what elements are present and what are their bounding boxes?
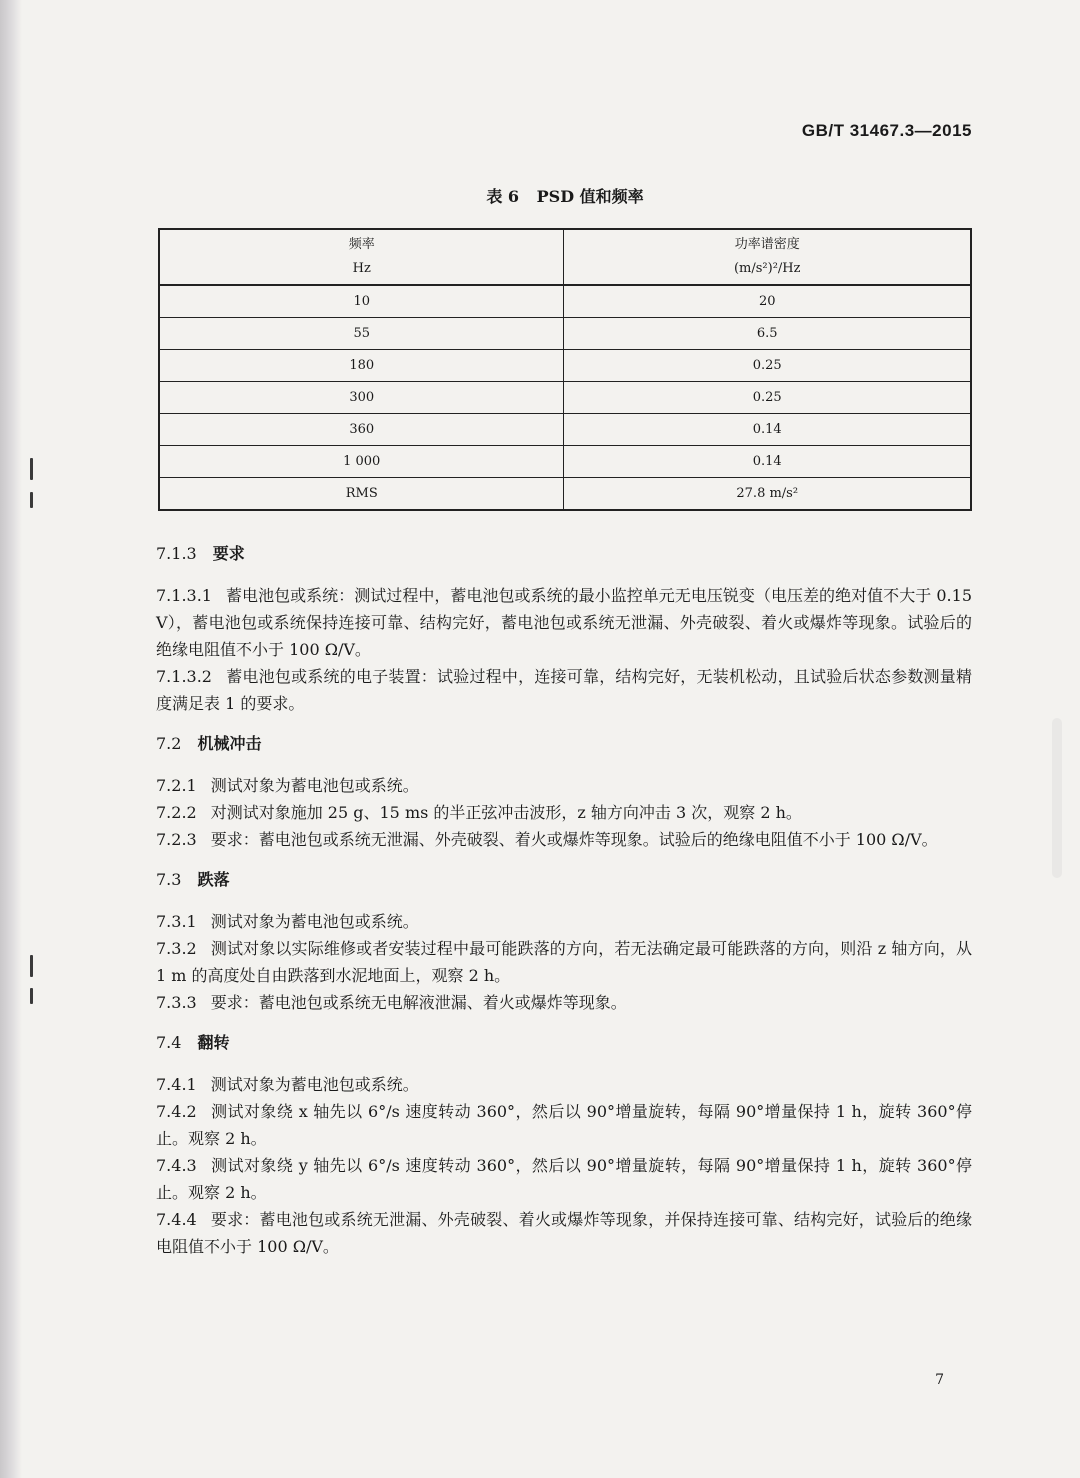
- clause-text: 测试对象为蓄电池包或系统。: [210, 776, 419, 795]
- clause-number: 7.4.4: [156, 1210, 197, 1229]
- spacer: [156, 1016, 972, 1029]
- clause-text: 蓄电池包或系统：测试过程中，蓄电池包或系统的最小监控单元无电压锐变（电压差的绝对值不大于 0.15 V），蓄电池包或系统保持连接可靠、结构完好，蓄电池包或系统无泄漏、外壳破裂、着火或爆炸等现象。试验后的绝缘电阻值不小于 100 Ω/V。: [156, 586, 972, 659]
- clause-7-4-4: [156, 1206, 972, 1260]
- cell-psd: 20: [564, 285, 971, 318]
- section-title: 机械冲击: [197, 734, 262, 753]
- clause-7-3-1: [156, 908, 972, 935]
- section-number: 7.4: [156, 1033, 182, 1052]
- psd-table: [158, 228, 972, 511]
- section-number: 7.1.3: [156, 544, 197, 563]
- clause-number: 7.2.2: [156, 803, 197, 822]
- section-number: 7.3: [156, 870, 182, 889]
- header-psd: [564, 229, 971, 285]
- clause-7-3-3: [156, 989, 972, 1016]
- header-frequency-name: 频率: [348, 237, 375, 252]
- clause-number: 7.3.2: [156, 939, 197, 958]
- table-row: [159, 318, 971, 350]
- header-psd-unit: (m/s²)²/Hz: [733, 261, 801, 276]
- table-row: [159, 350, 971, 382]
- header-frequency-unit: Hz: [352, 261, 371, 276]
- cell-psd: 6.5: [564, 318, 971, 350]
- section-heading-7-3: [156, 866, 972, 893]
- cell-psd: 0.14: [564, 414, 971, 446]
- clause-7-2-1: [156, 772, 972, 799]
- cell-psd: 0.14: [564, 446, 971, 478]
- section-title: 翻转: [197, 1033, 230, 1052]
- cell-frequency: 55: [159, 318, 564, 350]
- section-title: 要求: [212, 544, 245, 563]
- table-row: [159, 446, 971, 478]
- cell-frequency: RMS: [159, 478, 564, 511]
- clause-number: 7.3.1: [156, 912, 197, 931]
- binding-mark: [30, 988, 33, 1004]
- clause-text: 测试对象为蓄电池包或系统。: [210, 1075, 419, 1094]
- clause-7-4-1: [156, 1071, 972, 1098]
- cell-frequency: 300: [159, 382, 564, 414]
- spacer: [156, 717, 972, 730]
- cell-psd: 0.25: [564, 350, 971, 382]
- clause-text: 蓄电池包或系统的电子装置：试验过程中，连接可靠，结构完好，无装机松动，且试验后状态参数测量精度满足表 1 的要求。: [156, 667, 972, 713]
- header-psd-name: 功率谱密度: [734, 237, 800, 252]
- table-caption: [158, 184, 972, 207]
- clause-number: 7.2.1: [156, 776, 197, 795]
- cell-psd: 0.25: [564, 382, 971, 414]
- spacer: [156, 853, 972, 866]
- clause-number: 7.1.3.2: [156, 667, 212, 686]
- cell-frequency: 180: [159, 350, 564, 382]
- clause-text: 测试对象为蓄电池包或系统。: [210, 912, 419, 931]
- scan-edge-shadow: [0, 0, 22, 1478]
- cell-frequency: 10: [159, 285, 564, 318]
- clause-text: 测试对象绕 y 轴先以 6°/s 速度转动 360°，然后以 90°增量旋转，每隔 90°增量保持 1 h，旋转 360°停止。观察 2 h。: [156, 1156, 972, 1202]
- clause-number: 7.4.2: [156, 1102, 197, 1121]
- clause-7-2-2: [156, 799, 972, 826]
- section-heading-7-4: [156, 1029, 972, 1056]
- cell-frequency: 1 000: [159, 446, 564, 478]
- cell-psd: 27.8 m/s²: [564, 478, 971, 511]
- standard-code: GB/T 31467.3—2015: [801, 121, 972, 140]
- binding-mark: [30, 458, 33, 480]
- section-heading-7-1-3: [156, 540, 972, 567]
- clause-text: 对测试对象施加 25 g、15 ms 的半正弦冲击波形，z 轴方向冲击 3 次，观察 2 h。: [210, 803, 802, 822]
- header-frequency: [159, 229, 564, 285]
- binding-mark: [30, 955, 33, 977]
- table-row: [159, 382, 971, 414]
- clause-text: 要求：蓄电池包或系统无泄漏、外壳破裂、着火或爆炸等现象，并保持连接可靠、结构完好，试验后的绝缘电阻值不小于 100 Ω/V。: [156, 1210, 972, 1256]
- clause-text: 测试对象以实际维修或者安装过程中最可能跌落的方向，若无法确定最可能跌落的方向，则沿 z 轴方向，从 1 m 的高度处自由跌落到水泥地面上，观察 2 h。: [156, 939, 972, 985]
- clause-text: 要求：蓄电池包或系统无泄漏、外壳破裂、着火或爆炸等现象。试验后的绝缘电阻值不小于 100 Ω/V。: [210, 830, 938, 849]
- document-body: [156, 540, 972, 1260]
- cell-frequency: 360: [159, 414, 564, 446]
- table-row: [159, 285, 971, 318]
- table-caption-number: 表 6: [486, 187, 520, 206]
- clause-number: 7.3.3: [156, 993, 197, 1012]
- clause-number: 7.2.3: [156, 830, 197, 849]
- section-heading-7-2: [156, 730, 972, 757]
- clause-7-4-2: [156, 1098, 972, 1152]
- page-number: 7: [935, 1372, 944, 1388]
- clause-number: 7.4.3: [156, 1156, 197, 1175]
- clause-7-3-2: [156, 935, 972, 989]
- clause-number: 7.4.1: [156, 1075, 197, 1094]
- table-caption-title: PSD 值和频率: [536, 187, 644, 206]
- section-title: 跌落: [197, 870, 230, 889]
- scrollbar[interactable]: [1052, 718, 1062, 878]
- clause-7-1-3-2: [156, 663, 972, 717]
- binding-mark: [30, 492, 33, 508]
- clause-number: 7.1.3.1: [156, 586, 212, 605]
- clause-7-2-3: [156, 826, 972, 853]
- clause-text: 测试对象绕 x 轴先以 6°/s 速度转动 360°，然后以 90°增量旋转，每隔 90°增量保持 1 h，旋转 360°停止。观察 2 h。: [156, 1102, 972, 1148]
- clause-7-1-3-1: [156, 582, 972, 663]
- clause-7-4-3: [156, 1152, 972, 1206]
- clause-text: 要求：蓄电池包或系统无电解液泄漏、着火或爆炸等现象。: [210, 993, 627, 1012]
- table-row: [159, 414, 971, 446]
- table-row: [159, 478, 971, 511]
- section-number: 7.2: [156, 734, 182, 753]
- table-header-row: [159, 229, 971, 285]
